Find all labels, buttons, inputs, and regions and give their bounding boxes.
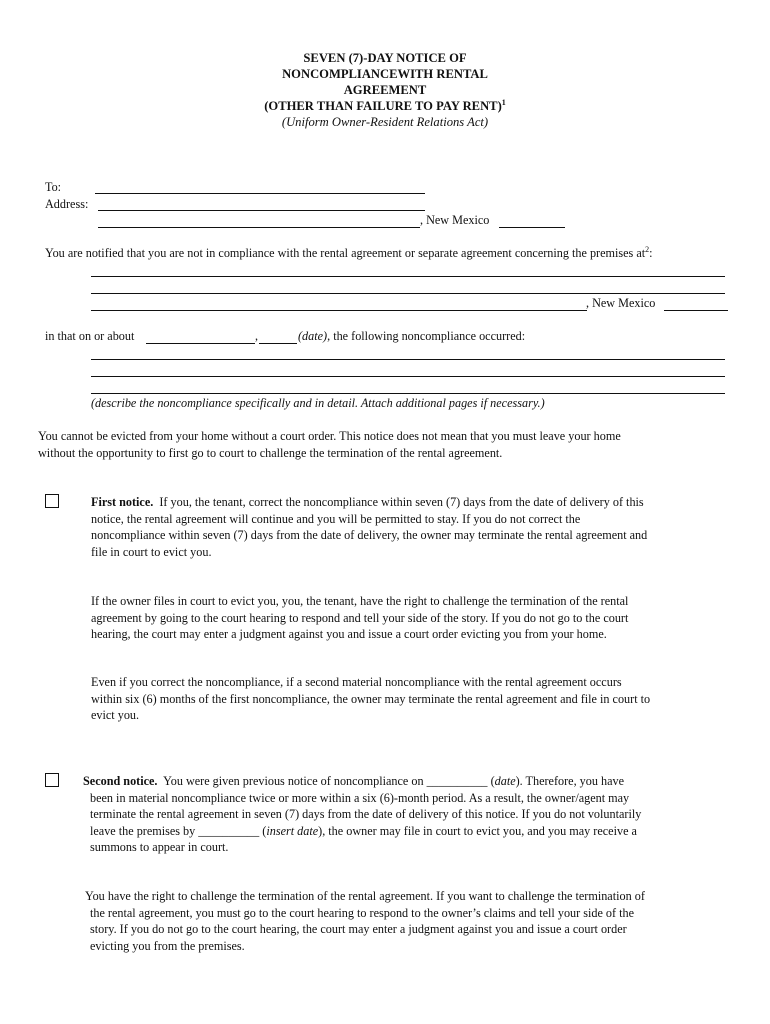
document-title (0, 50, 770, 130)
address-field-line-2[interactable] (98, 227, 420, 228)
title-line-2: NONCOMPLIANCEWITH RENTAL (282, 67, 488, 81)
title-line-1: SEVEN (7)-DAY NOTICE OF (303, 51, 467, 65)
first-notice-checkbox[interactable] (45, 494, 59, 508)
date-comma: , (255, 329, 259, 343)
eviction-warning: You cannot be evicted from your home without a court order. This notice does not mean that you must leave your home without the opportunity to first go to court to challenge the termination of the rental agreement. (38, 429, 621, 460)
second-notice-paragraph-1: Second notice. You were given previous notice of noncompliance on __________ (date). Therefore, you have been in material noncompliance twice or more within a six (6)-month period. As a result, the owner/agent may terminate the rental agreement in seven (7) days from the date of delivery of this notice. If you do not voluntarily leave the premises by __________ (insert date), the owner may file in court to evict you, and you may receive a summons to appear in court. (83, 774, 642, 854)
second-notice-checkbox[interactable] (45, 773, 59, 787)
intro-footnote-marker: 2 (645, 245, 650, 254)
address-state-label: , New Mexico (420, 213, 490, 227)
premises-state-label: , New Mexico (586, 296, 656, 310)
first-notice-paragraph-3: Even if you correct the noncompliance, if a second material noncompliance with the rental agreement occurs within six (6) months of the first noncompliance, the owner may terminate the rental agreement and file in court to evict you. (91, 675, 651, 722)
second-notice-paragraph-2: You have the right to challenge the termination of the rental agreement. If you want to challenge the termination of the rental agreement, you must go to the court hearing to respond to the owner’s claims and tell your side of the story. If you do not go to the court hearing, the court may enter a judgment against you and issue a court order evicting you from the premises. (85, 889, 645, 953)
premises-field-line-3[interactable] (91, 310, 587, 311)
title-footnote-marker: 1 (501, 98, 506, 107)
date-month-day-field[interactable] (146, 343, 255, 344)
document-subtitle: (Uniform Owner-Resident Relations Act) (281, 115, 489, 129)
noncompliance-field-line-3[interactable] (91, 393, 725, 394)
premises-field-line-1[interactable] (91, 276, 725, 277)
noncompliance-field-line-1[interactable] (91, 359, 725, 360)
date-year-field[interactable] (259, 343, 297, 344)
describe-instruction: (describe the noncompliance specifically and in detail. Attach additional pages if necessary.) (91, 396, 545, 410)
date-prefix: in that on or about (45, 329, 135, 343)
noncompliance-field-line-2[interactable] (91, 376, 725, 377)
date-suffix: (date), the following noncompliance occurred: (298, 329, 526, 343)
first-notice-paragraph-1: First notice. If you, the tenant, correct the noncompliance within seven (7) days from the date of delivery of this notice, the rental agreement will continue and you will be permitted to stay. If you do not correct the noncompliance within seven (7) days from the date of delivery, the owner may terminate the rental agreement and file in court to evict you. (91, 495, 648, 559)
to-label: To: (45, 180, 62, 194)
premises-zip-field[interactable] (664, 310, 728, 311)
address-zip-field[interactable] (499, 227, 565, 228)
to-field[interactable] (95, 193, 425, 194)
first-notice-heading: First notice. (91, 495, 154, 509)
address-label: Address: (45, 197, 89, 211)
notice-intro: You are notified that you are not in compliance with the rental agreement or separate agreement concerning the premises $at^2$: (45, 245, 653, 260)
address-field-line-1[interactable] (98, 210, 425, 211)
first-notice-paragraph-2: If the owner files in court to evict you, you, the tenant, have the right to challenge the termination of the rental agreement by going to the court hearing to respond and tell your side of the story. If you do not go to the court hearing, the court may enter a judgment against you and issue a court order evicting you from your home. (91, 594, 629, 641)
premises-field-line-2[interactable] (91, 293, 725, 294)
title-line-3: AGREEMENT (343, 83, 427, 97)
second-notice-heading: Second notice. (83, 774, 158, 788)
title-line-4: (OTHER THAN FAILURE TO PAY RENT)$^1$ (264, 98, 506, 113)
